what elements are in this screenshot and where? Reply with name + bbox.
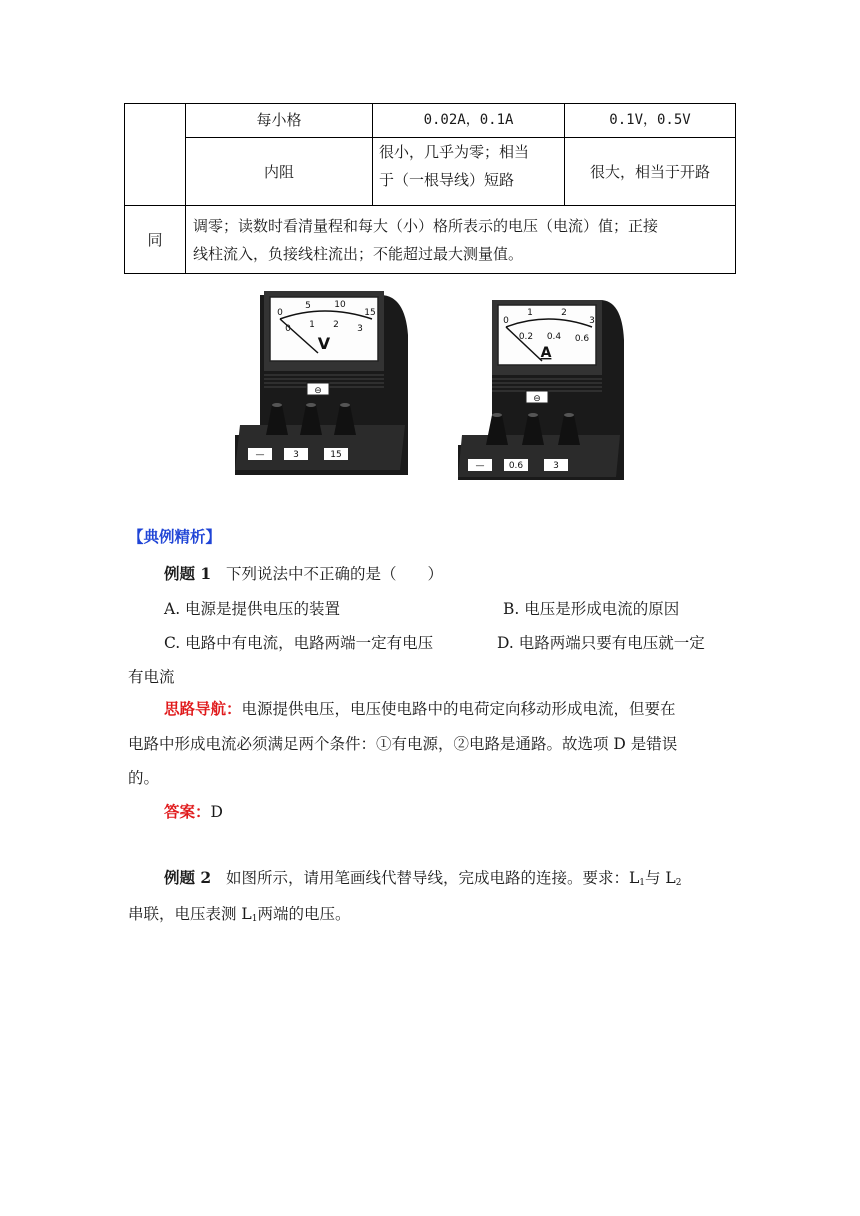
ammeter-resistance-line1: 很小，几乎为零；相当	[379, 143, 530, 161]
a-terminal-neg: —	[475, 461, 485, 471]
section-title: 【典例精析】	[128, 527, 222, 546]
v-terminal-neg: —	[255, 450, 265, 460]
same-line2: 线柱流入，负接线柱流出；不能超过最大测量值。	[193, 244, 524, 263]
example2-sub3: 1	[251, 914, 258, 924]
v-top-5: 5	[305, 301, 311, 311]
analysis-label: 思路导航：	[164, 699, 242, 718]
same-label: 同	[147, 230, 163, 249]
example2-label: 例题 2	[164, 868, 212, 887]
option-d: D. 电路两端只要有电压就一定	[497, 634, 705, 652]
same-content	[193, 206, 733, 273]
voltmeter-resistance: 很大，相当于开路	[589, 162, 710, 181]
example2-text-b: 与 L	[645, 869, 676, 887]
voltmeter	[235, 291, 408, 475]
meters-figure	[230, 285, 630, 485]
ammeter-unit: A	[540, 345, 552, 361]
example1-label: 例题 1	[164, 564, 212, 583]
v-bottom-2: 2	[333, 320, 339, 330]
a-top-3: 3	[589, 316, 595, 326]
a-bottom-06: 0.6	[574, 334, 590, 344]
analysis-line3: 的。	[128, 769, 160, 787]
answer-label: 答案：	[164, 802, 211, 821]
answer-value: D	[210, 803, 223, 821]
v-terminal-15: 15	[330, 450, 342, 460]
ammeter-per-division: 0.02A，0.1A	[423, 112, 514, 128]
voltmeter-per-division: 0.1V，0.5V	[609, 112, 691, 128]
v-bottom-3: 3	[357, 324, 363, 334]
same-line1: 调零；读数时看清量程和每大（小）格所表示的电压（电流）值；正接	[193, 216, 659, 235]
voltmeter-unit: V	[317, 334, 331, 353]
v-bottom-1: 1	[309, 320, 315, 330]
v-top-10: 10	[334, 300, 346, 310]
ammeter-resistance-line2: 于（一根导线）短路	[379, 171, 515, 189]
v-top-15: 15	[364, 308, 376, 318]
resistance-label: 内阻	[263, 162, 294, 181]
ammeter-resistance	[379, 138, 564, 205]
example2-line2-b: 两端的电压。	[257, 905, 351, 923]
a-top-1: 1	[527, 308, 533, 318]
svg-text:⊖: ⊖	[314, 386, 322, 396]
a-bottom-04: 0.4	[546, 332, 562, 342]
a-top-2: 2	[561, 308, 567, 318]
option-b: B. 电压是形成电流的原因	[503, 600, 680, 618]
v-terminal-3: 3	[293, 450, 299, 460]
option-d-continued: 有电流	[128, 668, 175, 686]
example2-text-a: 如图所示，请用笔画线代替导线，完成电路的连接。要求：L	[225, 869, 640, 887]
answer	[164, 800, 223, 822]
svg-text:⊖: ⊖	[533, 394, 541, 404]
option-a: A. 电源是提供电压的装置	[164, 600, 341, 618]
analysis	[164, 697, 676, 719]
analysis-line2: 电路中形成电流必须满足两个条件：①有电源，②电路是通路。故选项 D 是错误	[128, 735, 678, 753]
example2-line1	[164, 866, 681, 888]
a-bottom-02: 0.2	[518, 332, 534, 342]
per-division-label: 每小格	[256, 111, 302, 129]
a-terminal-06: 0.6	[508, 461, 524, 471]
example2-line2-a: 串联，电压表测 L	[128, 905, 252, 923]
analysis-line1: 电源提供电压，电压使电路中的电荷定向移动形成电流，但要在	[241, 700, 676, 718]
a-top-0: 0	[503, 316, 509, 326]
comparison-table	[124, 103, 736, 274]
example2-sub2: 2	[675, 878, 682, 888]
v-top-0: 0	[277, 308, 283, 318]
ammeter	[458, 300, 624, 480]
option-c: C. 电路中有电流，电路两端一定有电压	[164, 634, 434, 652]
example1-question	[164, 562, 443, 584]
a-terminal-3: 3	[553, 461, 559, 471]
example2-line2	[128, 902, 350, 924]
example2-sub1: 1	[639, 878, 645, 888]
v-bottom-0: 0	[285, 324, 291, 334]
example1-question-text: 下列说法中不正确的是（ ）	[225, 565, 443, 583]
